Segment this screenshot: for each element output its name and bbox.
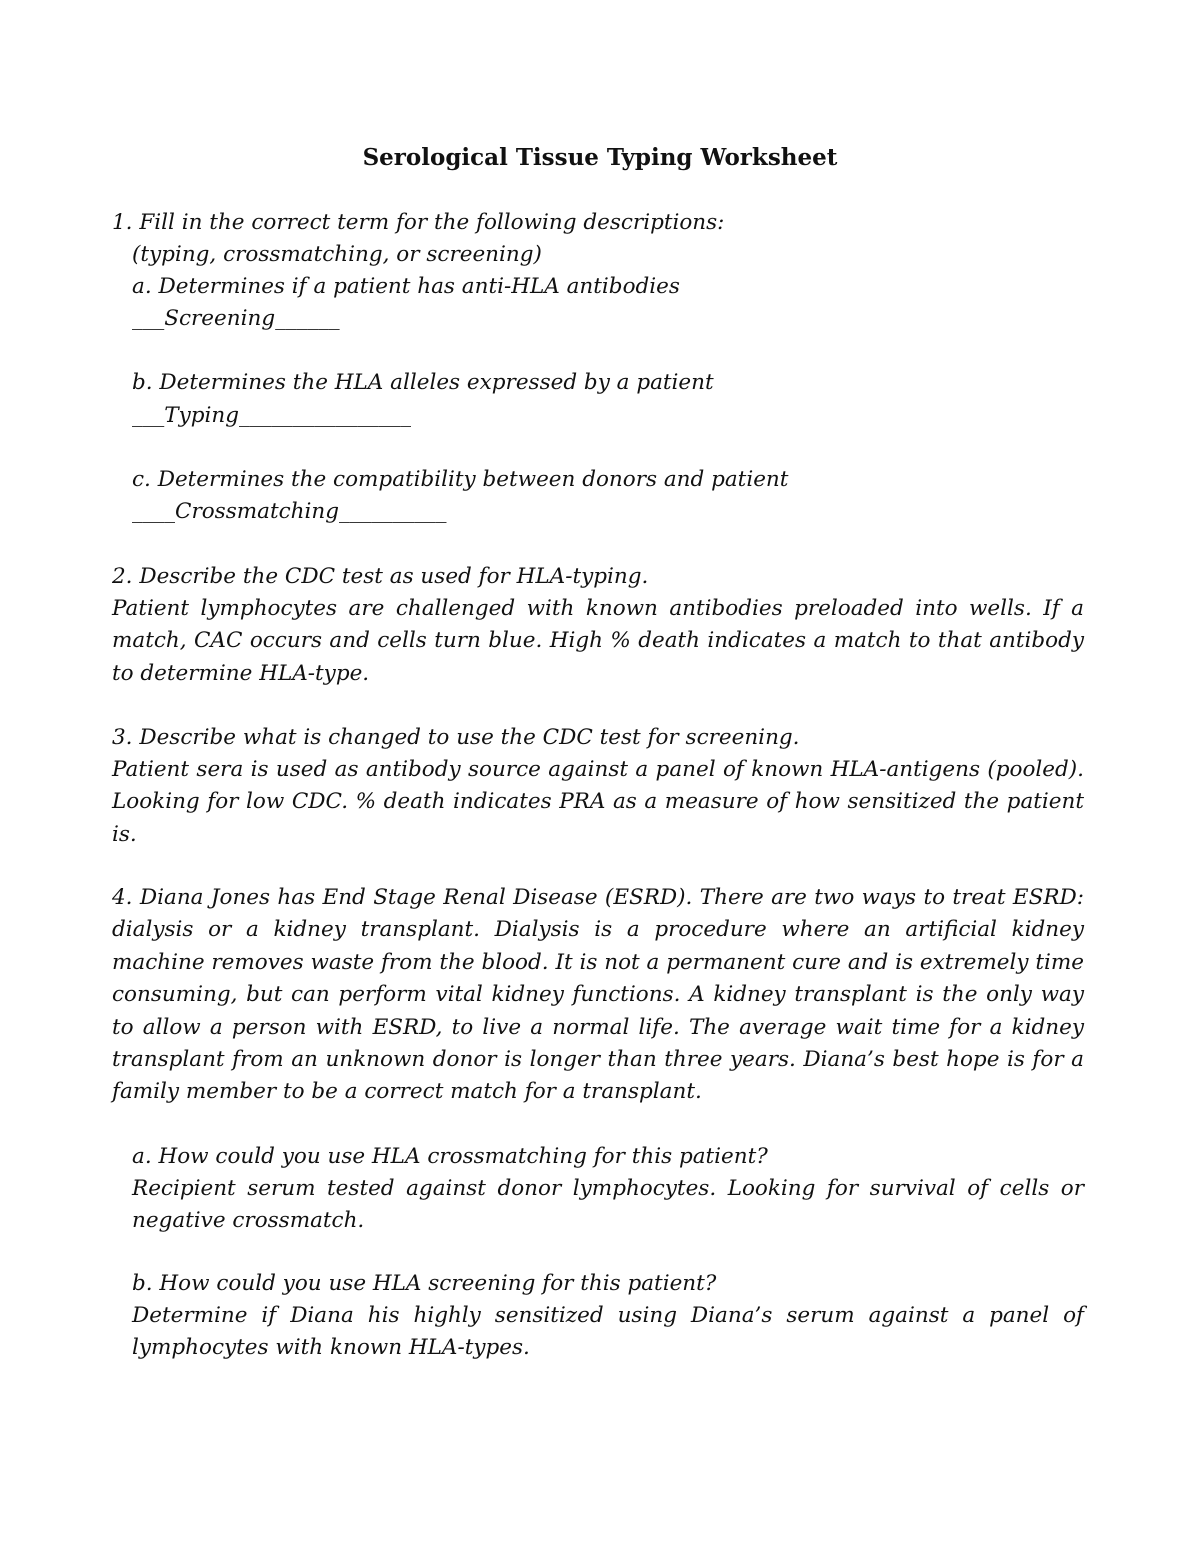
q4b-question: b. How could you use HLA screening for this patient? [132, 1271, 717, 1296]
q1b-question: b. Determines the HLA alleles expressed by a patient [132, 370, 714, 395]
page-title: Serological Tissue Typing Worksheet [362, 144, 838, 171]
q1a-answer: ___Screening______ [132, 306, 340, 331]
q1-options: (typing, crossmatching, or screening) [132, 242, 542, 267]
q4a-answer: Recipient serum tested against donor lymphocytes. Looking for survival of cells or negative crossmatch. [132, 1176, 1084, 1234]
q2-question: 2. Describe the CDC test as used for HLA-typing. [112, 564, 649, 589]
q1c-question: c. Determines the compatibility between donors and patient [132, 467, 789, 492]
q1a-question: a. Determines if a patient has anti-HLA antibodies [132, 274, 680, 299]
q1c-answer: ____Crossmatching__________ [132, 499, 447, 524]
q1b-answer: ___Typing________________ [132, 403, 411, 428]
q3-question: 3. Describe what is changed to use the CDC test for screening. [112, 725, 800, 750]
q4b-answer: Determine if Diana his highly sensitized using Diana’s serum against a panel of lymphocytes with known HLA-types. [132, 1303, 1084, 1361]
q4-passage: 4. Diana Jones has End Stage Renal Disease (ESRD). There are two ways to treat ESRD: dialysis or a kidney transplant. Dialysis is a procedure where an artificial kidney machine removes waste from the blood. It is not a permanent cure and is extremely time consuming, but can perform vital kidney functions. A kidney transplant is the only way to allow a person with ESRD, to live a normal life. The average wait time for a kidney transplant from an unknown donor is longer than three years. Diana’s best hope is for a family member to be a correct match for a transplant. [112, 885, 1084, 1105]
q4a-question: a. How could you use HLA crossmatching for this patient? [132, 1144, 768, 1169]
q1-prompt: 1. Fill in the correct term for the following descriptions: [112, 210, 725, 235]
q2-answer: Patient lymphocytes are challenged with known antibodies preloaded into wells. If a match, CAC occurs and cells turn blue. High % death indicates a match to that antibody to determine HLA-type. [112, 596, 1084, 686]
q3-answer: Patient sera is used as antibody source against a panel of known HLA-antigens (pooled). Looking for low CDC. % death indicates PRA as a measure of how sensitized the patient is. [112, 757, 1084, 847]
